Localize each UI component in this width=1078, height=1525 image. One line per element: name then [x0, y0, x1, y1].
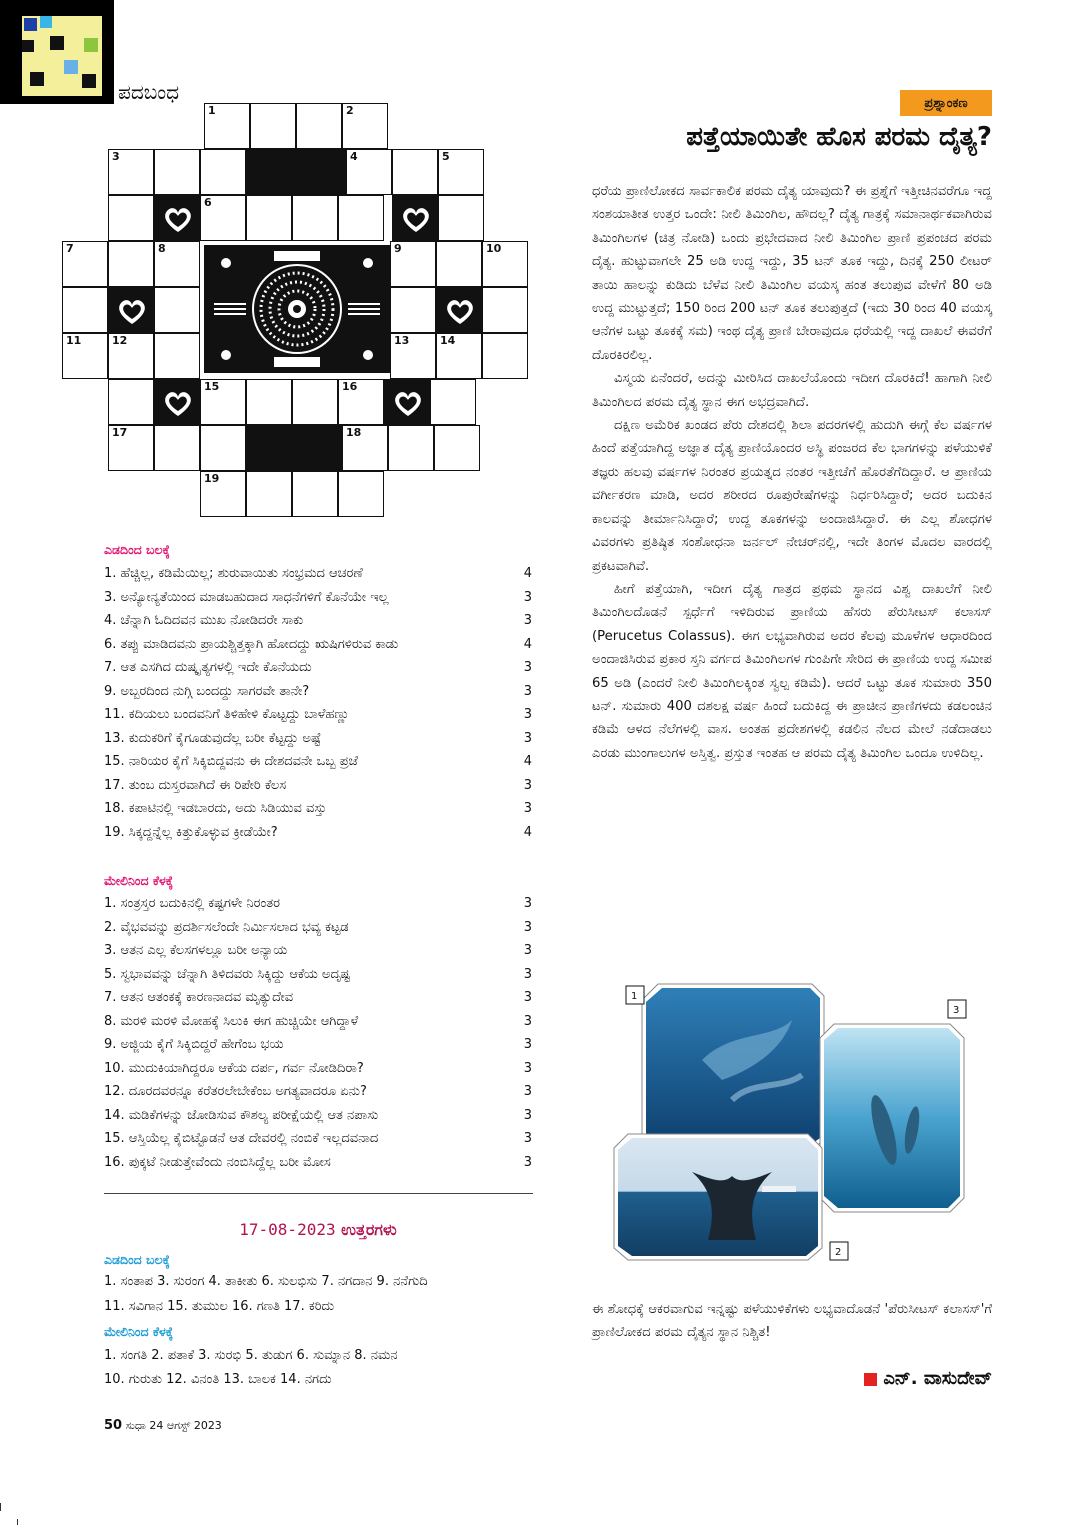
crossword-cell[interactable] — [292, 195, 338, 241]
cell-number: 12 — [112, 334, 128, 347]
crossword-cell[interactable] — [390, 287, 436, 333]
clue-text: 1. ಸಂತ್ರಸ್ತರ ಬದುಕಿನಲ್ಲಿ ಕಷ್ಟಗಳೇ ನಿರಂತರ — [104, 896, 281, 912]
crossword-cell[interactable] — [62, 241, 108, 287]
article-paragraph: ಧರೆಯ ಪ್ರಾಣಿಲೋಕದ ಸಾರ್ವಕಾಲಿಕ ಪರಮ ದೈತ್ಯ ಯಾವುದು? ಈ ಪ್ರಶ್ನೆಗೆ ಇತ್ತೀಚಿನವರೆಗೂ ಇದ್ದ ಸಂಶಯಾತೀತ ಉತ್ತರ ಒಂದೇ: ನೀಲಿ ತಿಮಿಂಗಿಲ, ಹೌದಲ್ಲ? ದೈತ್ಯ ಗಾತ್ರಕ್ಕೆ ಸಮಾನಾರ್ಥಕವಾಗಿರುವ ತಿಮಿಂಗಿಲಗಳ (ಚಿತ್ರ ನೋಡಿ) ಒಂದು ಪ್ರಭೇದವಾದ ನೀಲಿ ತಿಮಿಂಗಿಲ ಪ್ರಾಣಿ ಪ್ರಪಂಚದ ಪರಮ ದೈತ್ಯ. ಹುಟ್ಟುವಾಗಲೇ 25 ಅಡಿ ಉದ್ದ ಇದ್ದು, 35 ಟನ್ ತೂಕ ಇದ್ದು, ದಿನಕ್ಕೆ 250 ಲೀಟರ್ ತಾಯಿ ಹಾಲನ್ನು ಕುಡಿದು ಬೆಳೆವ ನೀಲಿ ತಿಮಿಂಗಿಲ ವಯಸ್ಕ ಹಂತ ತಲುಪುವ ವೇಳೆಗೆ 80 ಅಡಿ ಉದ್ದ ಮುಟ್ಟುತ್ತದೆ; 150 ರಿಂದ 200 ಟನ್ ತೂಕ ತಲುಪುತ್ತದೆ (ಇದು 30 ರಿಂದ 40 ವಯಸ್ಕ ಆನೆಗಳ ಒಟ್ಟು ತೂಕಕ್ಕೆ ಸಮ) ಇಂಥ ದೈತ್ಯ ಪ್ರಾಣಿ ಬೇರಾವುದೂ ಧರೆಯಲ್ಲಿ ಇದ್ದ ದಾಖಲೆ ಈವರೆಗೆ ದೊರಕಿರಲಿಲ್ಲ. — [592, 184, 992, 363]
across-clue — [104, 703, 532, 727]
answers-label: ಉತ್ತರಗಳು — [341, 1220, 397, 1239]
page-number: 50 — [104, 1418, 123, 1433]
crossword-cell[interactable] — [292, 471, 338, 517]
crossword-cell[interactable] — [108, 195, 154, 241]
crossword-cell[interactable] — [108, 241, 154, 287]
crossword-cell[interactable] — [436, 241, 482, 287]
across-clue — [104, 774, 532, 798]
article-paragraph: ದಕ್ಷಿಣ ಅಮೆರಿಕ ಖಂಡದ ಪೆರು ದೇಶದಲ್ಲಿ ಶಿಲಾ ಪದರಗಳಲ್ಲಿ ಹುದುಗಿ ಈಗ್ಗೆ ಕೆಲ ವರ್ಷಗಳ ಹಿಂದೆ ಪತ್ತೆಯಾಗಿದ್ದ ಅಜ್ಞಾತ ದೈತ್ಯ ಪ್ರಾಣಿಯೊಂದರ ಅಸ್ಥಿ ಪಂಜರದ ಕೆಲ ಭಾಗಗಳನ್ನು ಪಳೆಯುಳಿಕೆ ತಜ್ಞರು ಹಲವು ವರ್ಷಗಳ ನಿರಂತರ ಪ್ರಯತ್ನದ ನಂತರ ಇತ್ತೀಚೆಗೆ ಹೊರತೆಗೆದಿದ್ದಾರೆ. ಆ ಪ್ರಾಣಿಯ ವರ್ಗೀಕರಣ ಮಾಡಿ, ಅದರ ಶರೀರದ ರೂಪುರೇಷೆಗಳನ್ನು ನಿರ್ಧರಿಸಿದ್ದಾರೆ; ಅದರ ಬದುಕಿನ ಕಾಲವನ್ನು ತೀರ್ಮಾನಿಸಿದ್ದಾರೆ; ಉದ್ದ ತೂಕಗಳನ್ನು ಅಂದಾಜಿಸಿದ್ದಾರೆ. ಈ ಎಲ್ಲ ಶೋಧಗಳ ವಿವರಗಳು ಪ್ರತಿಷ್ಠಿತ ಸಂಶೋಧನಾ ಜರ್ನಲ್ ನೇಚರ್‌ನಲ್ಲಿ, ಇದೇ ತಿಂಗಳ ಮೊದಲ ವಾರದಲ್ಲಿ ಪ್ರಕಟವಾಗಿವೆ. — [592, 418, 992, 574]
across-clue — [104, 633, 532, 657]
magazine-logo-block — [0, 0, 114, 104]
crossword-cell[interactable] — [482, 287, 528, 333]
crossword-cell[interactable] — [436, 333, 482, 379]
whale-photo-1 — [642, 984, 824, 1152]
clue-length: 4 — [523, 824, 532, 840]
crossword-cell[interactable] — [108, 379, 154, 425]
crossword-cell[interactable] — [154, 425, 200, 471]
crop-mark — [17, 1519, 18, 1525]
photo-label: 2 — [835, 1247, 842, 1258]
crossword-cell[interactable] — [200, 379, 246, 425]
black-cell — [246, 149, 346, 195]
clue-text: 7. ಆತನ ಆತಂಕಕ್ಕೆ ಕಾರಣನಾದವ ಮೃತ್ಯುದೇವ — [104, 990, 294, 1006]
cell-number: 16 — [342, 380, 358, 393]
down-clue — [104, 1057, 532, 1081]
crossword-cell[interactable] — [342, 425, 388, 471]
heart-icon — [154, 195, 200, 241]
down-clue — [104, 963, 532, 987]
page-footer — [104, 1418, 222, 1433]
cell-number: 3 — [112, 150, 120, 163]
crossword-cell[interactable] — [438, 149, 484, 195]
whale-photo-3 — [820, 1024, 964, 1212]
crossword-cell[interactable] — [246, 379, 292, 425]
answers-date: 17-08-2023 — [239, 1220, 336, 1239]
cell-number: 4 — [350, 150, 358, 163]
cell-number: 10 — [486, 242, 502, 255]
heart-icon — [436, 287, 482, 333]
article-paragraph: ಹೀಗೆ ಪತ್ತೆಯಾಗಿ, ಇದೀಗ ದೈತ್ಯ ಗಾತ್ರದ ಪ್ರಥಮ ಸ್ಥಾನದ ವಿಶ್ವ ದಾಖಲೆಗೆ ನೀಲಿ ತಿಮಿಂಗಿಲದೊಡನೆ ಸ್ಪರ್ಧೆಗೆ ಇಳಿದಿರುವ ಪ್ರಾಣಿಯ ಹೆಸರು ಪೆರುಸೀಟಸ್ ಕಲಾಸಸ್ (Perucetus Colassus). ಈಗ ಲಭ್ಯವಾಗಿರುವ ಅದರ ಕೆಲವು ಮೂಳೆಗಳ ಆಧಾರದಿಂದ ಅಂದಾಜಿಸಿರುವ ಪ್ರಕಾರ ಸ್ತನಿ ವರ್ಗದ ತಿಮಿಂಗಿಲಗಳ ಗುಂಪಿಗೇ ಸೇರಿದ ಈ ಪ್ರಾಣಿಯ ಉದ್ದ ಸಮೀಪ 65 ಅಡಿ (ಎಂದರೆ ನೀಲಿ ತಿಮಿಂಗಿಲಕ್ಕಿಂತ ಸ್ವಲ್ಪ ಕಡಿಮೆ). ಆದರೆ ಒಟ್ಟು ತೂಕ ಸುಮಾರು 350 ಟನ್. ಸುಮಾರು 400 ದಶಲಕ್ಷ ವರ್ಷ ಹಿಂದೆ ಬದುಕಿದ್ದ ಈ ಪ್ರಾಚೀನ ಪ್ರಾಣಿಗಳದು ಕಡಲಂಚಿನ ಕಡಿಮೆ ಆಳದ ನೆಲೆಗಳಲ್ಲಿ ವಾಸ. ಅಂತಹ ಪ್ರದೇಶಗಳಲ್ಲಿ ಕಡಲಿನ ನೆಲದ ಮೇಲೆ ನಡೆದಾಡಲು ಎರಡು ಮುಂಗಾಲುಗಳ ಅಸ್ತಿತ್ವ. ಪ್ರಸ್ತುತ ಇಂತಹ ಆ ಪರಮ ದೈತ್ಯ ತಿಮಿಂಗಿಲ ಒಂದೂ ಉಳಿದಿಲ್ಲ. — [592, 581, 992, 761]
down-clue — [104, 939, 532, 963]
whale-photo-2 — [614, 1134, 822, 1260]
author-name: ಎನ್. ವಾಸುದೇವ್ — [883, 1368, 992, 1389]
clue-text: 8. ಮರಳಿ ಮರಳಿ ಮೋಹಕ್ಕೆ ಸಿಲುಕಿ ಈಗ ಹುಚ್ಚಿಯೇ ಆಗಿದ್ದಾಳೆ — [104, 1013, 359, 1029]
answers-across-line: 1. ಸಂತಾಪ 3. ಸುರಂಗ 4. ತಾಕೀತು 6. ಸುಲಭಿಸು 7. ನಗದಾನ 9. ನನೆಗುದಿ — [104, 1274, 428, 1289]
crossword-cell[interactable] — [246, 195, 292, 241]
center-decoration — [204, 245, 390, 373]
cell-number: 14 — [440, 334, 456, 347]
crossword-cell[interactable] — [108, 149, 154, 195]
clue-length: 3 — [523, 1107, 532, 1123]
crossword-cell[interactable] — [388, 425, 434, 471]
puzzle-logo-icon — [22, 16, 102, 96]
across-clue — [104, 586, 532, 610]
cell-number: 18 — [346, 426, 362, 439]
crossword-cell[interactable] — [62, 287, 108, 333]
down-clue — [104, 986, 532, 1010]
cell-number: 2 — [346, 104, 354, 117]
down-heading: ಮೇಲಿನಿಂದ ಕೆಳಕ್ಕೆ — [104, 873, 174, 888]
clue-text: 7. ಆತ ಎಸಗಿದ ದುಷ್ಕೃತ್ಯಗಳಲ್ಲಿ ಇದೇ ಕೊನೆಯದು — [104, 660, 312, 676]
clue-text: 19. ಸಿಕ್ಕದ್ದನ್ನೆಲ್ಲ ಕಿತ್ತುಕೊಳ್ಳುವ ಕ್ರೀಡೆಯೇ? — [104, 824, 278, 840]
down-clue — [104, 1080, 532, 1104]
down-clue — [104, 1010, 532, 1034]
clue-length: 4 — [523, 636, 532, 652]
clue-text: 1. ಹೆಚ್ಚಿಲ್ಲ, ಕಡಿಮೆಯಿಲ್ಲ; ಶುರುವಾಯಿತು ಸಂಭ್ರಮದ ಆಚರಣೆ — [104, 566, 363, 582]
clue-text: 15. ನಾರಿಯರ ಕೈಗೆ ಸಿಕ್ಕಿಬಿದ್ದವನು ಈ ದೇಶದವನೇ ಒಬ್ಬ ಪ್ರಜೆ — [104, 754, 358, 770]
photo-caption: ಈ ಶೋಧಕ್ಕೆ ಆಕರವಾಗುವ ಇನ್ನಷ್ಟು ಪಳೆಯುಳಿಕೆಗಳು ಲಭ್ಯವಾದೊಡನೆ 'ಪೆರುಸೀಟಸ್ ಕಲಾಸಸ್'ಗೆ ಪ್ರಾಣಿಲೋಕದ ಪರಮ ದೈತ್ಯನ ಸ್ಥಾನ ನಿಶ್ಚಿತ! — [592, 1302, 992, 1341]
article-body — [592, 180, 992, 765]
crossword-cell[interactable] — [154, 287, 200, 333]
down-clue — [104, 1151, 532, 1175]
crop-mark — [0, 1503, 1, 1511]
heart-icon — [154, 379, 200, 425]
author-byline — [820, 1368, 992, 1389]
across-clue — [104, 680, 532, 704]
clue-length: 3 — [523, 919, 532, 935]
heart-icon — [384, 379, 430, 425]
crossword-cell[interactable] — [200, 195, 246, 241]
clue-text: 2. ವೈಭವವನ್ನು ಪ್ರದರ್ಶಿಸಲೆಂದೇ ನಿರ್ಮಿಸಲಾದ ಭವ್ಯ ಕಟ್ಟಡ — [104, 919, 349, 935]
answers-across-heading: ಎಡದಿಂದ ಬಲಕ್ಕೆ — [104, 1252, 170, 1267]
clue-length: 3 — [523, 589, 532, 605]
cell-number: 19 — [204, 472, 220, 485]
whale-photo-collage — [612, 980, 970, 1262]
heart-icon — [108, 287, 154, 333]
red-square-icon — [864, 1373, 877, 1386]
cell-number: 17 — [112, 426, 128, 439]
article-paragraph: ವಿಸ್ಮಯ ಏನೆಂದರೆ, ಅದನ್ನು ಮೀರಿಸಿದ ದಾಖಲೆಯೊಂದು ಇದೀಗ ದೊರಕಿದೆ! ಹಾಗಾಗಿ ನೀಲಿ ತಿಮಿಂಗಿಲದ ಪರಮ ದೈತ್ಯ ಸ್ಥಾನ ಈಗ ಅಭದ್ರವಾಗಿದೆ. — [592, 371, 992, 410]
clue-length: 3 — [523, 1037, 532, 1053]
across-clue — [104, 609, 532, 633]
clue-text: 14. ಮಡಿಕೆಗಳನ್ನು ಜೋಡಿಸುವ ಕೌಶಲ್ಯ ಪರೀಕ್ಷೆಯಲ್ಲಿ ಆತ ನಪಾಸು — [104, 1107, 379, 1123]
across-heading: ಎಡದಿಂದ ಬಲಕ್ಕೆ — [104, 542, 170, 557]
clue-text: 15. ಆಸ್ತಿಯೆಲ್ಲ ಕೈಬಿಟ್ಟೊಡನೆ ಆತ ದೇವರಲ್ಲಿ ನಂಬಿಕೆ ಇಲ್ಲದವನಾದ — [104, 1131, 379, 1147]
clue-text: 9. ಅಜ್ಜಿಯ ಕೈಗೆ ಸಿಕ್ಕಿಬಿದ್ದರೆ ಹೇಗೆಂಬ ಭಯ — [104, 1037, 284, 1053]
clue-length: 3 — [523, 730, 532, 746]
crossword-cell[interactable] — [296, 103, 342, 149]
photo-label: 3 — [953, 1005, 960, 1016]
crossword-cell[interactable] — [154, 333, 200, 379]
clue-text: 17. ತುಂಬ ದುಸ್ತರವಾಗಿದೆ ಈ ರಿಪೇರಿ ಕೆಲಸ — [104, 777, 287, 793]
crossword-cell[interactable] — [434, 425, 480, 471]
cell-number: 7 — [66, 242, 74, 255]
answers-down-line: 1. ಸಂಗತಿ 2. ಪತಾಕೆ 3. ಸುರಭಿ 5. ತುಡುಗ 6. ಸುಮ್ನಾನ 8. ನಮನ — [104, 1348, 398, 1363]
across-clue — [104, 562, 532, 586]
crossword-cell[interactable] — [200, 149, 246, 195]
crossword-cell[interactable] — [338, 471, 384, 517]
mandala-icon — [204, 245, 390, 373]
footer-text: ಸುಧಾ 24 ಆಗಸ್ಟ್ 2023 — [125, 1419, 222, 1432]
clue-length: 3 — [523, 801, 532, 817]
cell-number: 11 — [66, 334, 82, 347]
clue-length: 3 — [523, 1154, 532, 1170]
clue-length: 3 — [523, 1060, 532, 1076]
clue-text: 9. ಅಬ್ಬರದಿಂದ ನುಗ್ಗಿ ಬಂದದ್ದು ಸಾಗರವೇ ತಾನೇ? — [104, 683, 310, 699]
answers-down-line: 10. ಗುರುತು 12. ವಿನಂತಿ 13. ಬಾಲಕ 14. ನಗದು — [104, 1372, 332, 1387]
across-clue — [104, 656, 532, 680]
across-clue-list — [104, 562, 532, 844]
clue-text: 4. ಚೆನ್ನಾಗಿ ಓದಿದವನ ಮುಖ ನೋಡಿದರೇ ಸಾಕು — [104, 613, 304, 629]
across-clue — [104, 750, 532, 774]
cell-number: 5 — [442, 150, 450, 163]
cell-number: 9 — [394, 242, 402, 255]
down-clue — [104, 1033, 532, 1057]
clue-length: 4 — [523, 566, 532, 582]
crossword-cell[interactable] — [108, 425, 154, 471]
crossword-cell[interactable] — [200, 425, 246, 471]
clue-length: 3 — [523, 1013, 532, 1029]
clue-text: 16. ಪುಕ್ಕಟೆ ನೀಡುತ್ತೇವೆಂದು ನಂಬಿಸಿದ್ದೆಲ್ಲ ಬರೀ ಮೋಸ — [104, 1154, 331, 1170]
down-clue — [104, 1104, 532, 1128]
down-clue — [104, 892, 532, 916]
crossword-cell[interactable] — [154, 241, 200, 287]
divider — [104, 1193, 533, 1194]
clue-length: 3 — [523, 777, 532, 793]
clue-length: 3 — [523, 660, 532, 676]
clue-length: 3 — [523, 1131, 532, 1147]
clue-length: 3 — [523, 896, 532, 912]
clue-length: 3 — [523, 683, 532, 699]
clue-length: 4 — [523, 754, 532, 770]
cell-number: 6 — [204, 196, 212, 209]
crossword-cell[interactable] — [338, 195, 384, 241]
clue-text: 13. ಕುದುಕರಿಗೆ ಕೈಗೂಡುವುದೆಲ್ಲ ಬರೀ ಕೆಟ್ಟದ್ದು ಅಷ್ಟೆ — [104, 730, 322, 746]
crossword-cell[interactable] — [154, 149, 200, 195]
crossword-cell[interactable] — [482, 333, 528, 379]
clue-text: 5. ಸ್ವಭಾವವನ್ನು ಚೆನ್ನಾಗಿ ತಿಳಿದವರು ಸಿಕ್ಕಿದ್ದು ಆಕೆಯ ಅದೃಷ್ಟ — [104, 966, 351, 982]
across-clue — [104, 727, 532, 751]
clue-length: 3 — [523, 990, 532, 1006]
down-clue — [104, 1127, 532, 1151]
crossword-cell[interactable] — [342, 103, 388, 149]
clue-length: 3 — [523, 1084, 532, 1100]
answers-down-heading: ಮೇಲಿನಿಂದ ಕೆಳಕ್ಕೆ — [104, 1324, 174, 1339]
crossword-cell[interactable] — [200, 471, 246, 517]
down-clue — [104, 916, 532, 940]
crossword-cell[interactable] — [62, 333, 108, 379]
clue-length: 3 — [523, 707, 532, 723]
clue-text: 18. ಕಪಾಟಿನಲ್ಲಿ ಇಡಬಾರದು, ಅದು ಸಿಡಿಯುವ ವಸ್ತು — [104, 801, 327, 817]
cell-number: 15 — [204, 380, 220, 393]
crossword-cell[interactable] — [204, 103, 250, 149]
crossword-cell[interactable] — [390, 333, 436, 379]
heart-icon — [392, 195, 438, 241]
section-title: ಪದಬಂಧ — [118, 80, 180, 104]
crossword-cell[interactable] — [250, 103, 296, 149]
crossword-cell[interactable] — [108, 333, 154, 379]
crossword-cell[interactable] — [246, 471, 292, 517]
crossword-cell[interactable] — [392, 149, 438, 195]
clue-text: 6. ತಪ್ಪು ಮಾಡಿದವನು ಪ್ರಾಯಶ್ಚಿತ್ತಕ್ಕಾಗಿ ಹೋದದ್ದು ಋಷಿಗಳಿರುವ ಕಾಡು — [104, 636, 399, 652]
across-clue — [104, 821, 532, 845]
crossword-cell[interactable] — [430, 379, 476, 425]
clue-text: 3. ಆತನ ಎಲ್ಲ ಕೆಲಸಗಳಲ್ಲೂ ಬರೀ ಅನ್ಯಾಯ — [104, 943, 288, 959]
cell-number: 13 — [394, 334, 410, 347]
crossword-cell[interactable] — [438, 195, 484, 241]
clue-text: 11. ಕದಿಯಲು ಬಂದವನಿಗೆ ತಿಳಿಹೇಳಿ ಕೊಟ್ಟದ್ದು ಬಾಳೆಹಣ್ಣು — [104, 707, 350, 723]
across-clue — [104, 797, 532, 821]
crossword-cell[interactable] — [292, 379, 338, 425]
clue-length: 3 — [523, 613, 532, 629]
crossword-cell[interactable] — [338, 379, 384, 425]
article-headline: ಪತ್ತೆಯಾಯಿತೇ ಹೊಸ ಪರಮ ದೈತ್ಯ? — [686, 122, 992, 152]
answers-across-line: 11. ಸವಿಗಾನ 15. ತುಮುಲ 16. ಗಣತಿ 17. ಕರಿದು — [104, 1299, 335, 1314]
black-cell — [246, 425, 342, 471]
clue-length: 3 — [523, 966, 532, 982]
cell-number: 8 — [158, 242, 166, 255]
down-clue-list — [104, 892, 532, 1174]
section-tag: ಪ್ರಶ್ನಾಂಕಣ — [900, 90, 992, 116]
cell-number: 1 — [208, 104, 216, 117]
crossword-cell[interactable] — [390, 241, 436, 287]
clue-text: 12. ದೂರದವರನ್ನೂ ಕರೆತರಲೇಬೇಕೆಂಬ ಅಗತ್ಯವಾದರೂ ಏನು? — [104, 1084, 367, 1100]
clue-length: 3 — [523, 943, 532, 959]
crossword-cell[interactable] — [346, 149, 392, 195]
photo-label: 1 — [631, 991, 638, 1002]
clue-text: 3. ಅನ್ಯೋನ್ಯತೆಯಿಂದ ಮಾಡಬಹುದಾದ ಸಾಧನೆಗಳಿಗೆ ಕೊನೆಯೇ ಇಲ್ಲ — [104, 589, 389, 605]
clue-text: 10. ಮುದುಕಿಯಾಗಿದ್ದರೂ ಆಕೆಯ ದರ್ಪ, ಗರ್ವ ನೋಡಿದಿರಾ? — [104, 1060, 364, 1076]
answers-title — [104, 1220, 532, 1240]
crossword-cell[interactable] — [482, 241, 528, 287]
